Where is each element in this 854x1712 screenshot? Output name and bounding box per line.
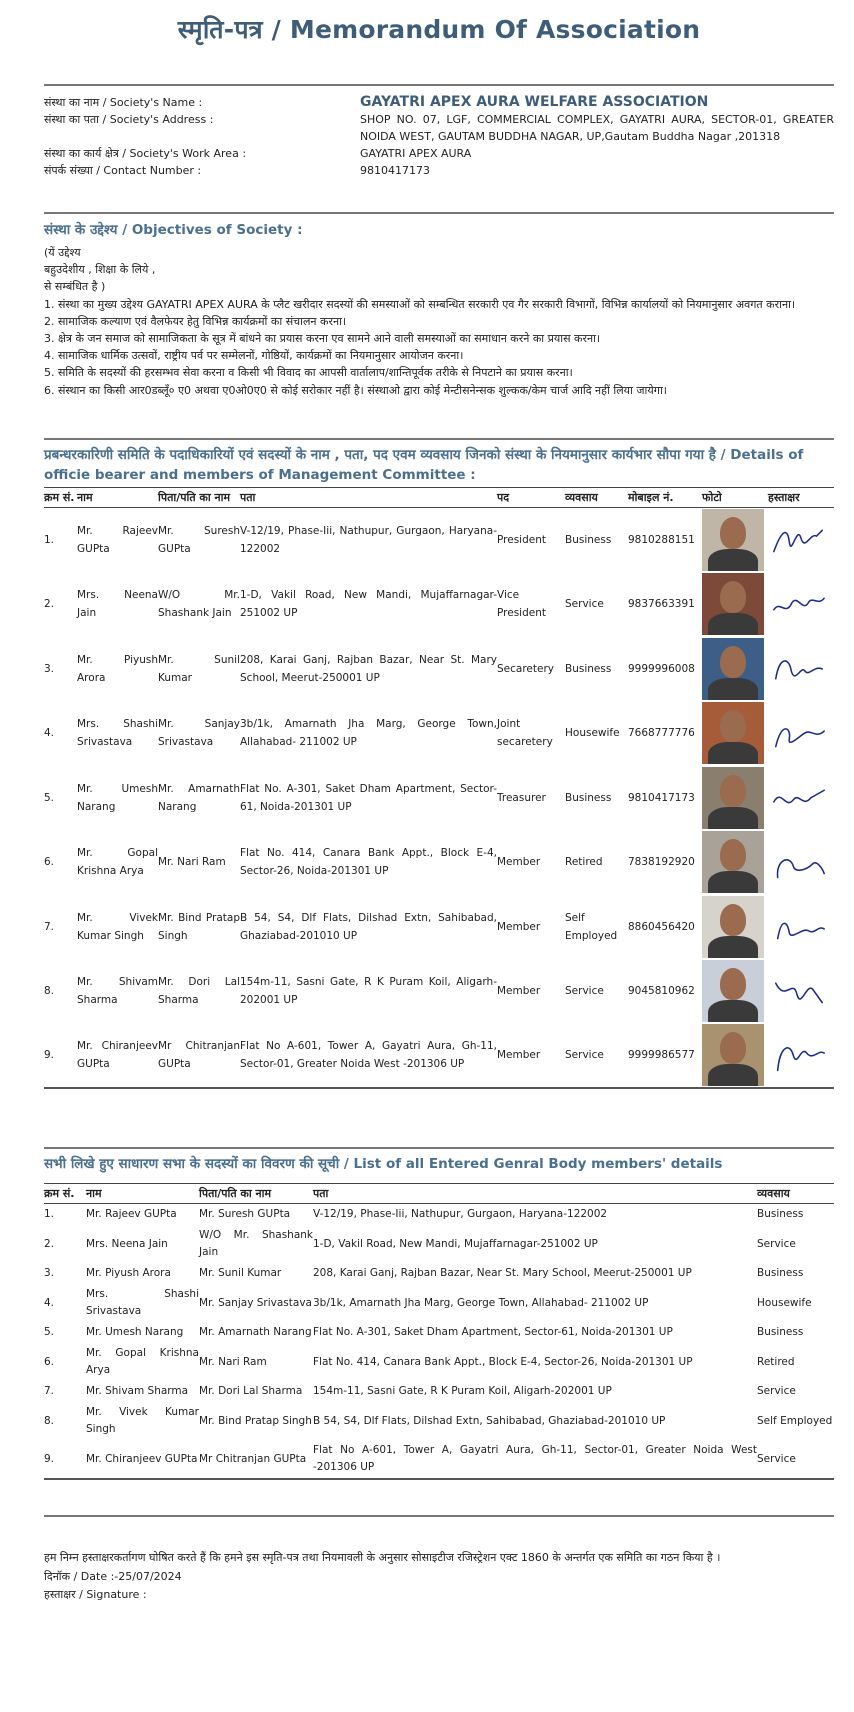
member-name: Mr. Shivam Sharma (77, 976, 158, 1007)
signature-icon (768, 638, 830, 700)
signature-cell (768, 572, 834, 637)
photo-cell (702, 959, 768, 1024)
photo-icon (702, 896, 764, 958)
member-address: 3b/1k, Amarnath Jha Marg, George Town, Allahabad- 211002 UP (240, 718, 497, 749)
col-post: पद (497, 488, 565, 508)
member-mobile: 9810417173 (628, 791, 695, 804)
photo-icon (702, 509, 764, 571)
member-mobile: 9999996008 (628, 662, 695, 675)
serial-number: 4. (44, 1296, 55, 1309)
signature-cell (768, 895, 834, 960)
declaration-signature: हस्ताक्षर / Signature : (44, 1588, 147, 1601)
member-address: 1-D, Vakil Road, New Mandi, Mujaffarnagar-251002 UP (313, 1237, 598, 1250)
table-row (44, 1402, 834, 1440)
table-row (44, 895, 834, 960)
father-name: Mr. Amarnath Narang (158, 782, 240, 813)
col-sn: क्रम सं. (44, 1184, 86, 1204)
photo-body (708, 1064, 758, 1086)
work-area-label: संस्था का कार्य क्षेत्र / Society's Work Area : (44, 147, 247, 160)
serial-number: 3. (44, 1267, 55, 1279)
signature-cell (768, 1024, 834, 1089)
committee-header-row (44, 488, 834, 508)
member-post: Joint secaretery (497, 718, 553, 749)
member-name: Mrs. Neena Jain (77, 589, 158, 620)
member-name: Mrs. Neena Jain (86, 1237, 168, 1250)
member-address: Flat No. A-301, Saket Dham Apartment, Sector-61, Noida-201301 UP (313, 1326, 673, 1338)
serial-number: 6. (44, 856, 55, 869)
contact-number: 9810417173 (360, 164, 430, 177)
father-name: Mr. Nari Ram (199, 1355, 267, 1368)
contact-label: संपर्क संख्या / Contact Number : (44, 164, 202, 177)
table-row (44, 637, 834, 702)
signature-cell (768, 830, 834, 895)
general-body-header-row (44, 1184, 834, 1204)
signature-icon (768, 767, 830, 829)
member-name: Mr. Umesh Narang (86, 1326, 184, 1338)
col-name: नाम (86, 1184, 199, 1204)
father-name: Mr. Nari Ram (158, 856, 226, 869)
col-occupation: व्यवसाय (757, 1184, 834, 1204)
objectives-intro-2: बहुउदेशीय , शिक्षा के लिये , (44, 263, 156, 277)
serial-number: 5. (44, 791, 55, 804)
member-mobile: 9837663391 (628, 598, 695, 611)
member-occupation: Business (757, 1208, 804, 1220)
member-name: Mr. Umesh Narang (77, 782, 158, 813)
photo-body (708, 613, 758, 635)
society-work-area-row (44, 145, 834, 162)
divider (44, 84, 834, 86)
member-address: 208, Karai Ganj, Rajban Bazar, Near St. Mary School, Meerut-250001 UP (240, 653, 497, 684)
photo-body (708, 807, 758, 829)
father-name: Mr Chitranjan GUPta (158, 1024, 240, 1089)
photo-cell (702, 895, 768, 960)
member-post: Secaretery (497, 662, 554, 675)
col-father: पिता/पति का नाम (158, 488, 240, 508)
member-mobile: 9045810962 (628, 985, 695, 998)
member-mobile: 9810288151 (628, 534, 695, 546)
member-address: Flat No. 414, Canara Bank Appt., Block E-4, Sector-26, Noida-201301 UP (240, 847, 497, 878)
table-row (44, 1440, 834, 1479)
member-address: V-12/19, Phase-Iii, Nathupur, Gurgaon, Haryana-122002 (240, 525, 497, 555)
father-name: Mr. Sanjay Srivastava (199, 1296, 312, 1309)
col-father: पिता/पति का नाम (199, 1184, 313, 1204)
member-occupation: Service (565, 985, 604, 998)
col-sn: क्रम सं. (44, 488, 77, 508)
father-name: Mr. Sunil Kumar (199, 1267, 282, 1279)
photo-head (720, 775, 746, 807)
objective-item: 3. क्षेत्र के जन समाज को सामाजिकता के सूत्र में बांधने का प्रयास करना एव सामने आने वाली समस्याओं का समाधान करने का प्रयास करना। (44, 332, 601, 346)
signature-icon (768, 896, 830, 958)
serial-number: 6. (44, 1355, 55, 1368)
member-mobile: 7838192920 (628, 856, 695, 869)
father-name: Mr. Sanjay Srivastava (158, 718, 240, 749)
serial-number: 7. (44, 920, 55, 933)
member-mobile: 7668777776 (628, 727, 695, 740)
photo-head (720, 968, 746, 1000)
table-row (44, 1343, 834, 1381)
father-name: Mr. Bind Pratap Singh (199, 1414, 312, 1427)
declaration (44, 1549, 834, 1605)
father-name: W/O Mr. Shashank Jain (199, 1229, 313, 1258)
col-signature: हस्ताक्षर (768, 488, 834, 508)
society-name-label: संस्था का नाम / Society's Name : (44, 96, 203, 109)
photo-head (720, 581, 746, 613)
serial-number: 2. (44, 598, 55, 611)
serial-number: 9. (44, 1024, 77, 1089)
objective-item: 2. सामाजिक कल्याण एवं वैलफेयर हेतु विभिन्न कार्यक्रमों का संचालन करना। (44, 314, 347, 328)
committee-heading: प्रबन्धरकारिणी समिति के पदाधिकारियों एवं सदस्यों के नाम , पता, पद एवम व्यवसाय जिनको संस्था के नियमानुसार कार्यभार सौपा गया है / Details of officie bearer and members of Management Committee : (44, 447, 804, 483)
table-row (44, 701, 834, 766)
signature-icon (768, 831, 830, 893)
photo-icon (702, 638, 764, 700)
member-address: Flat No A-601, Tower A, Gayatri Aura, Gh-11, Sector-01, Greater Noida West -201306 UP (313, 1440, 757, 1479)
society-name: GAYATRI APEX AURA WELFARE ASSOCIATION (360, 94, 709, 110)
member-name: Mr. Chiranjeev GUPta (77, 1024, 158, 1089)
member-occupation: Business (757, 1267, 804, 1279)
signature-cell (768, 766, 834, 831)
photo-cell (702, 766, 768, 831)
photo-icon (702, 960, 764, 1022)
father-name: Mr. Bind Pratap Singh (158, 911, 240, 942)
table-row (44, 1322, 834, 1343)
serial-number: 4. (44, 727, 55, 740)
member-name: Mr. Vivek Kumar Singh (86, 1406, 199, 1435)
member-name: Mrs. Shashi Srivastava (86, 1288, 199, 1317)
member-mobile: 8860456420 (628, 920, 695, 933)
member-post: Member (497, 856, 541, 869)
member-address: V-12/19, Phase-Iii, Nathupur, Gurgaon, Haryana-122002 (313, 1208, 608, 1220)
col-mobile: मोबाइल नं. (628, 488, 702, 508)
member-occupation: Housewife (565, 727, 620, 740)
photo-icon (702, 573, 764, 635)
member-occupation: Retired (757, 1355, 795, 1368)
member-address: 208, Karai Ganj, Rajban Bazar, Near St. Mary School, Meerut-250001 UP (313, 1267, 692, 1279)
member-name: Mr. Vivek Kumar Singh (77, 911, 158, 942)
member-address: 1-D, Vakil Road, New Mandi, Mujaffarnagar-251002 UP (240, 589, 497, 620)
member-address: B 54, S4, Dlf Flats, Dilshad Extn, Sahibabad, Ghaziabad-201010 UP (313, 1414, 666, 1427)
signature-icon (768, 573, 830, 635)
member-post: Member (497, 985, 541, 998)
member-name: Mr. Shivam Sharma (86, 1385, 189, 1397)
father-name: Mr. Dori Lal Sharma (158, 976, 240, 1007)
society-info (44, 94, 834, 179)
member-name: Mr. Chiranjeev GUPta (86, 1440, 199, 1479)
declaration-date: दिनॉक / Date :-25/07/2024 (44, 1569, 182, 1583)
photo-icon (702, 1024, 764, 1086)
member-name: Mr. Gopal Krishna Arya (86, 1347, 199, 1376)
photo-head (720, 839, 746, 871)
member-post: President (497, 534, 546, 546)
father-name: Mr. Dori Lal Sharma (199, 1385, 303, 1397)
table-row (44, 1225, 834, 1263)
divider (44, 212, 834, 214)
table-row (44, 766, 834, 831)
signature-icon (768, 960, 830, 1022)
photo-body (708, 936, 758, 958)
member-occupation: Housewife (757, 1296, 812, 1309)
serial-number: 9. (44, 1440, 86, 1479)
member-occupation: Business (757, 1326, 804, 1338)
member-occupation: Retired (565, 856, 603, 869)
col-occupation: व्यवसाय (565, 488, 628, 508)
divider (44, 1147, 834, 1149)
society-name-row (44, 94, 834, 111)
signature-icon (768, 509, 830, 571)
signature-cell (768, 508, 834, 573)
serial-number: 2. (44, 1237, 55, 1250)
photo-head (720, 710, 746, 742)
member-address: 3b/1k, Amarnath Jha Marg, George Town, Allahabad- 211002 UP (313, 1296, 649, 1309)
member-occupation: Service (757, 1237, 796, 1250)
member-name: Mr. Gopal Krishna Arya (77, 847, 158, 878)
work-area: GAYATRI APEX AURA (360, 147, 472, 160)
member-mobile: 9999986577 (628, 1024, 702, 1089)
committee-table (44, 487, 834, 1089)
general-body-rows (44, 1204, 834, 1480)
member-occupation: Business (565, 791, 612, 804)
father-name: Mr. Suresh GUPta (199, 1208, 291, 1220)
objective-item: 6. संस्थान का किसी आर0डब्लूँ० ए0 अथवा ए0ओ0ए0 से कोई सरोकार नहीं है। संस्थाओ द्वारा कोई मेन्टीसनेन्सक शुल्कक/केम चार्ज आदि नहीं लिया जायेगा। (44, 383, 667, 397)
photo-icon (702, 831, 764, 893)
signature-cell (768, 637, 834, 702)
photo-cell (702, 508, 768, 573)
objectives-intro-3: से सम्बंधित है ) (44, 280, 106, 294)
member-name: Mr. Rajeev GUPta (77, 525, 158, 555)
table-row (44, 830, 834, 895)
signature-cell (768, 701, 834, 766)
father-name: Mr Chitranjan GUPta (199, 1440, 313, 1479)
objective-item: 5. समिति के सदस्यों की हरसम्भव सेवा करना व किसी भी विवाद का आपसी वार्तालाप/शान्तिपूर्वक तरीके से निपटाने का प्रयास करना। (44, 366, 573, 380)
society-address-label: संस्था का पता / Society's Address : (44, 113, 214, 126)
table-row (44, 1204, 834, 1226)
page-title: स्मृति-पत्र / Memorandum Of Association (177, 15, 701, 44)
photo-cell (702, 572, 768, 637)
table-row (44, 1284, 834, 1322)
table-row (44, 572, 834, 637)
serial-number: 8. (44, 1414, 55, 1427)
serial-number: 1. (44, 534, 55, 546)
col-address: पता (240, 488, 497, 508)
photo-body (708, 871, 758, 893)
photo-body (708, 1000, 758, 1022)
society-address-row (44, 111, 834, 145)
member-name: Mr. Rajeev GUPta (86, 1208, 177, 1220)
signature-icon (768, 1024, 830, 1086)
member-occupation: Self Employed (757, 1414, 833, 1427)
member-occupation: Service (565, 598, 604, 611)
col-photo: फोटो (702, 488, 768, 508)
member-post: Vice President (497, 589, 546, 620)
member-address: Flat No A-601, Tower A, Gayatri Aura, Gh-11, Sector-01, Greater Noida West -201306 UP (240, 1024, 497, 1089)
table-row (44, 959, 834, 1024)
divider (44, 1515, 834, 1517)
objectives-list (44, 244, 834, 399)
signature-cell (768, 959, 834, 1024)
society-address: SHOP NO. 07, LGF, COMMERCIAL COMPLEX, GAYATRI AURA, SECTOR-01, GREATER NOIDA WEST, GAUTAM BUDDHA NAGAR, UP,Gautam Buddha Nagar ,201318 (360, 113, 834, 143)
photo-body (708, 742, 758, 764)
serial-number: 3. (44, 662, 55, 675)
member-name: Mr. Piyush Arora (86, 1267, 171, 1279)
member-occupation: Self Employed (565, 911, 618, 942)
photo-body (708, 678, 758, 700)
photo-head (720, 517, 746, 549)
signature-icon (768, 702, 830, 764)
serial-number: 5. (44, 1326, 55, 1338)
table-row (44, 1381, 834, 1402)
photo-head (720, 1032, 746, 1064)
member-occupation: Business (565, 662, 612, 675)
photo-head (720, 904, 746, 936)
objectives-heading: संस्था के उद्देश्य / Objectives of Society : (44, 222, 303, 238)
declaration-text: हम निम्न हस्ताक्षरकर्तागण घोषित करते हैं कि हमने इस स्मृति-पत्र तथा नियमावली के अनुसार सोसाइटीज रजिस्ट्रेशन एक्ट 1860 के अन्तर्गत एक समिति का गठन किया है । (44, 1551, 721, 1564)
member-name: Mrs. Shashi Srivastava (77, 718, 158, 749)
photo-cell (702, 1024, 768, 1089)
photo-icon (702, 702, 764, 764)
objectives-intro-1: (यें उद्देश्य (44, 246, 81, 259)
photo-cell (702, 830, 768, 895)
objective-item: 4. सामाजिक धार्मिक उत्सवों, राष्ट्रीय पर्व पर सम्मेलनों, गोष्ठियों, कार्यक्रमों का नियमानुसार आयोजन करना। (44, 349, 464, 363)
member-post: Member (497, 1024, 565, 1089)
father-name: Mr. Suresh GUPta (158, 525, 240, 555)
photo-cell (702, 701, 768, 766)
member-name: Mr. Piyush Arora (77, 653, 158, 684)
member-occupation: Service (757, 1385, 796, 1397)
member-address: 154m-11, Sasni Gate, R K Puram Koil, Aligarh-202001 UP (313, 1385, 612, 1397)
committee-rows (44, 508, 834, 1089)
photo-icon (702, 767, 764, 829)
general-body-heading: सभी लिखे हुए साधारण सभा के सदस्यों का विवरण की सूची / List of all Entered Genral Body members' details (44, 1156, 723, 1172)
member-occupation: Service (565, 1024, 628, 1089)
col-name: नाम (77, 488, 158, 508)
table-row (44, 508, 834, 573)
member-post: Member (497, 920, 541, 933)
member-address: Flat No. 414, Canara Bank Appt., Block E-4, Sector-26, Noida-201301 UP (313, 1355, 693, 1368)
member-address: 154m-11, Sasni Gate, R K Puram Koil, Aligarh-202001 UP (240, 976, 497, 1007)
serial-number: 7. (44, 1385, 55, 1397)
father-name: Mr. Amarnath Narang (199, 1326, 312, 1338)
divider (44, 438, 834, 440)
col-address: पता (313, 1184, 757, 1204)
father-name: Mr. Sunil Kumar (158, 653, 240, 684)
member-occupation: Business (565, 534, 612, 546)
serial-number: 8. (44, 985, 55, 998)
photo-head (720, 646, 746, 678)
objective-item: 1. संस्था का मुख्य उद्देश्य GAYATRI APEX AURA के प्लैट खरीदार सदस्यों की समस्याओं को सम्बन्धित सरकारी एव गैर सरकारी विभागों, विभिन्न कार्यालयों को नियमानुसार अवगत कराना। (44, 297, 796, 311)
photo-cell (702, 637, 768, 702)
member-address: Flat No. A-301, Saket Dham Apartment, Sector-61, Noida-201301 UP (240, 782, 497, 813)
member-post: Treasurer (497, 791, 546, 804)
photo-body (708, 549, 758, 571)
member-occupation: Service (757, 1440, 834, 1479)
contact-row (44, 162, 834, 179)
general-body-table (44, 1183, 834, 1480)
father-name: W/O Mr. Shashank Jain (158, 589, 240, 620)
member-address: B 54, S4, Dlf Flats, Dilshad Extn, Sahibabad, Ghaziabad-201010 UP (240, 911, 497, 942)
table-row (44, 1024, 834, 1089)
table-row (44, 1263, 834, 1284)
serial-number: 1. (44, 1208, 55, 1220)
